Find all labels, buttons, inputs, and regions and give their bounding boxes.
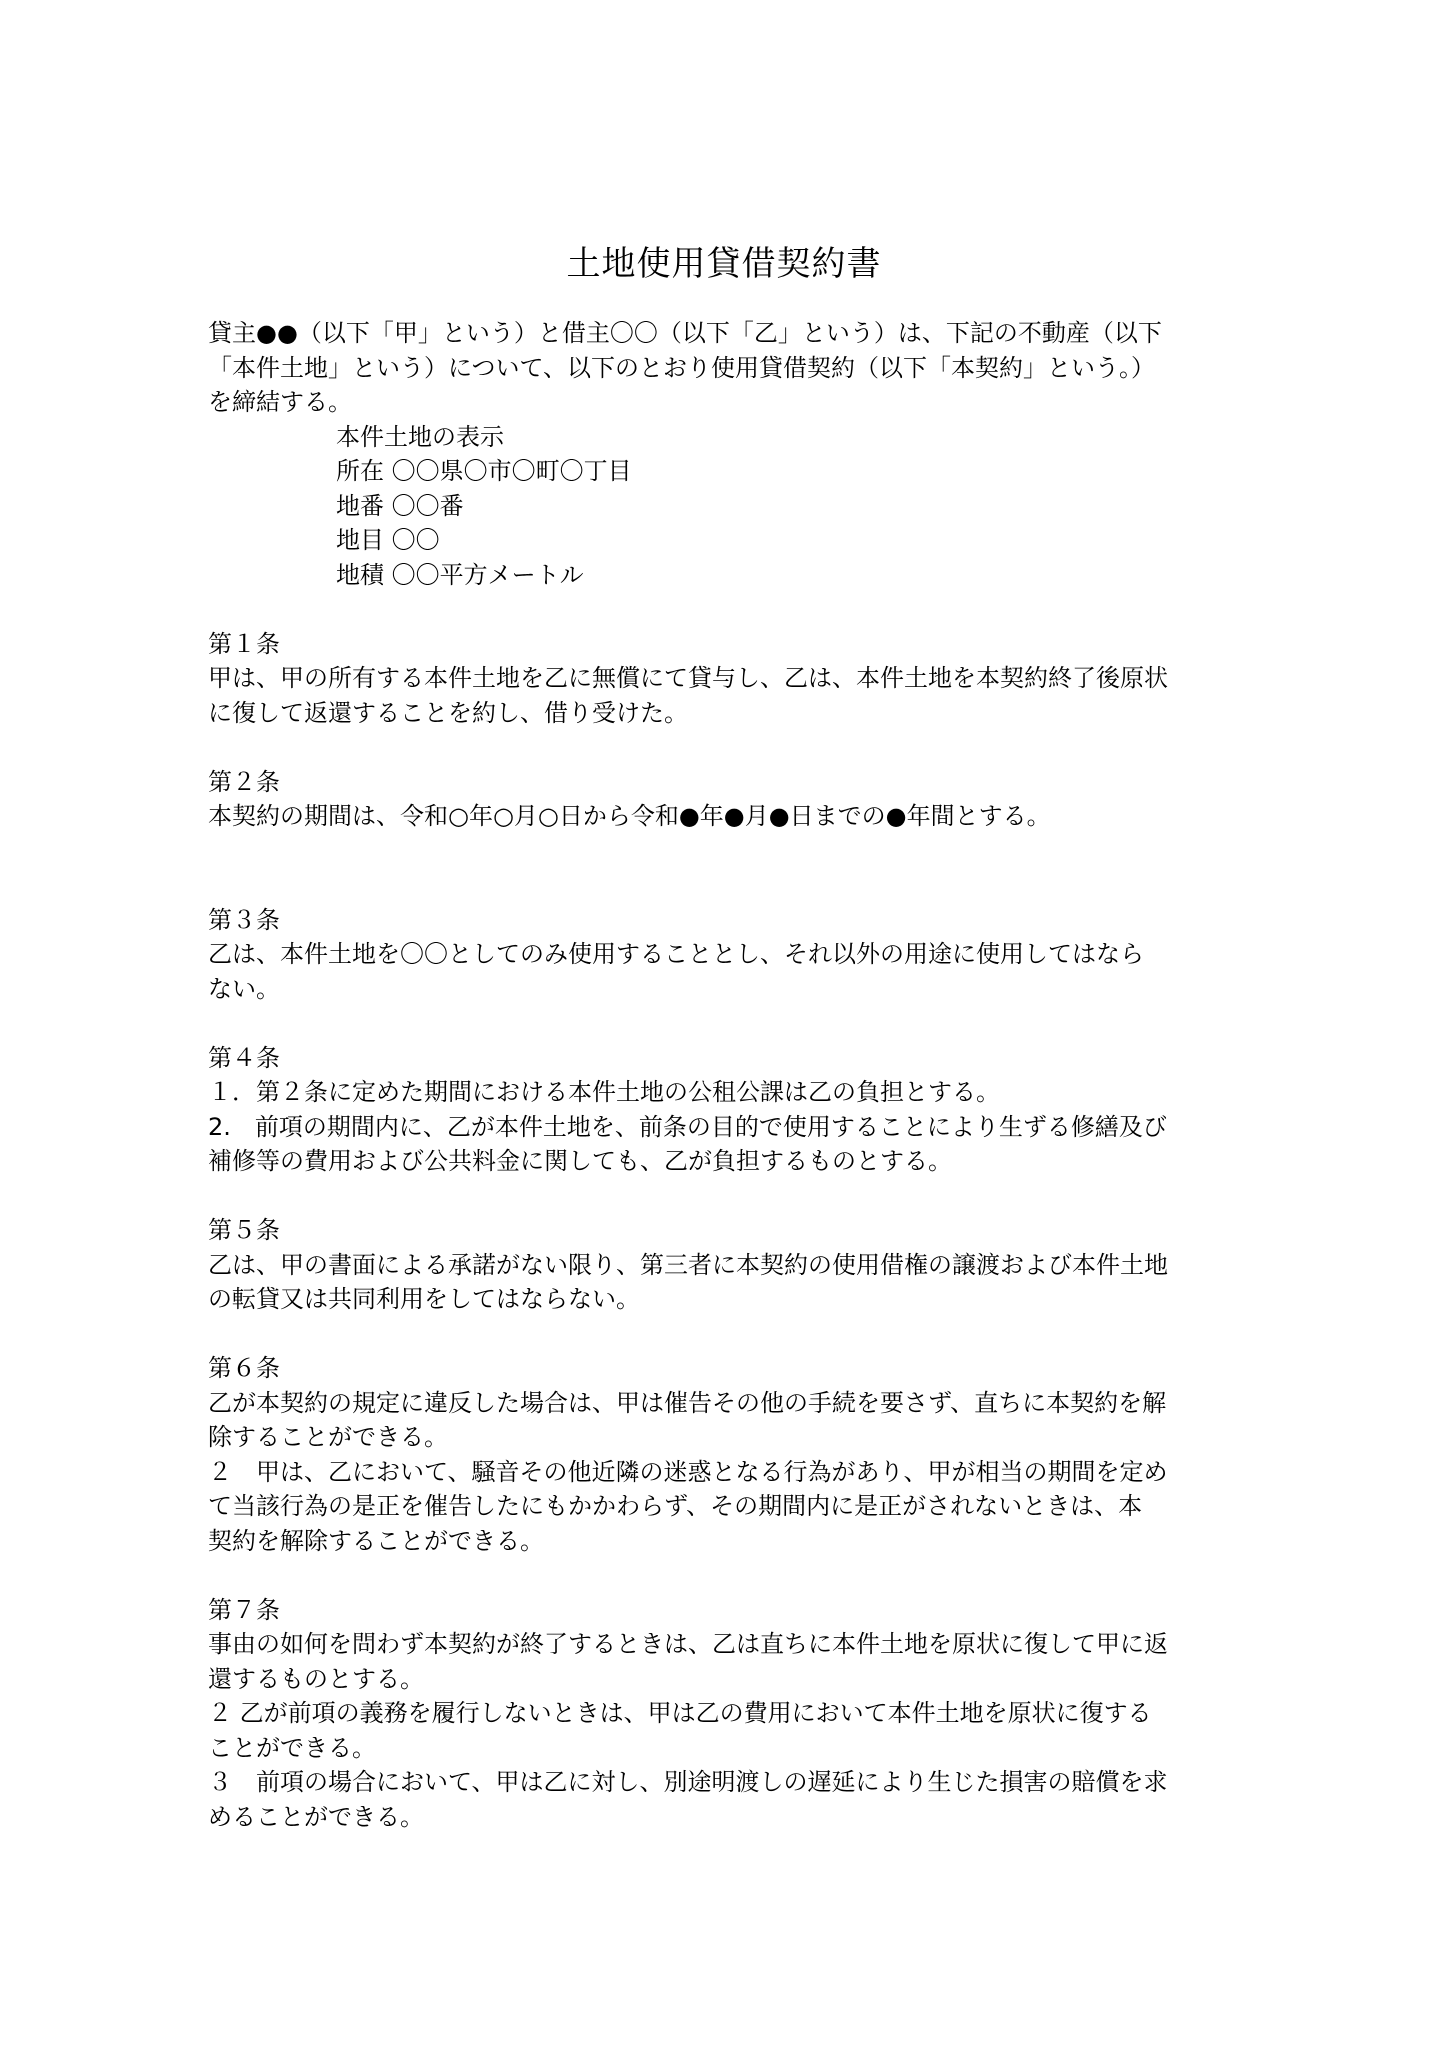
article-7-line: ２ 乙が前項の義務を履行しないときは、甲は乙の費用において本件土地を原状に復する <box>208 1699 1152 1727</box>
property-area: 地積 〇〇平方メートル <box>336 560 584 589</box>
intro-line: 「本件土地」という）について、以下のとおり使用貸借契約（以下「本契約」という。） <box>208 353 1156 382</box>
article-1-line: に復して返還することを約し、借り受けた。 <box>208 698 688 727</box>
document-title: 土地使用貸借契約書 <box>566 244 882 284</box>
article-3-line: 乙は、本件土地を〇〇としてのみ使用することとし、それ以外の用途に使用してはなら <box>208 940 1144 968</box>
article-2-line: 本契約の期間は、令和○年○月○日から令和●年●月●日までの●年間とする。 <box>208 802 1051 830</box>
article-3-line: ない。 <box>208 974 280 1003</box>
intro-line: 貸主●●（以下「甲」という）と借主〇〇（以下「乙」という）は、下記の不動産（以下 <box>208 319 1162 347</box>
article-5-line: の転貸又は共同利用をしてはならない。 <box>208 1285 640 1313</box>
document-body <box>208 316 1248 1834</box>
article-4-line: 補修等の費用および公共料金に関しても、乙が負担するものとする。 <box>208 1147 952 1175</box>
intro-line: を締結する。 <box>208 388 352 416</box>
article-7-line: ３ 前項の場合において、甲は乙に対し、別途明渡しの遅延により生じた損害の賠償を求 <box>208 1768 1168 1796</box>
article-7-line: めることができる。 <box>208 1802 424 1831</box>
article-7-line: 還するものとする。 <box>208 1664 424 1693</box>
article-5-heading: 第５条 <box>208 1216 280 1244</box>
article-4-line: １．第２条に定めた期間における本件土地の公租公課は乙の負担とする。 <box>208 1078 1000 1106</box>
article-6-line: 乙が本契約の規定に違反した場合は、甲は催告その他の手続を要さず、直ちに本契約を解 <box>208 1388 1167 1417</box>
article-4-heading: 第４条 <box>208 1043 280 1072</box>
property-heading: 本件土地の表示 <box>336 422 504 451</box>
article-6-line: 契約を解除することができる。 <box>208 1526 544 1555</box>
property-lot-number: 地番 〇〇番 <box>336 491 464 520</box>
article-3-heading: 第３条 <box>208 905 280 934</box>
article-6-line: ２ 甲は、乙において、騒音その他近隣の迷惑となる行為があり、甲が相当の期間を定め <box>208 1457 1168 1486</box>
article-6-line: て当該行為の是正を催告したにもかかわらず、その期間内に是正がされないときは、本 <box>208 1492 1143 1520</box>
article-5-line: 乙は、甲の書面による承諾がない限り、第三者に本契約の使用借権の譲渡および本件土地 <box>208 1250 1168 1279</box>
property-land-category: 地目 〇〇 <box>336 526 440 554</box>
property-location: 所在 〇〇県〇市〇町〇丁目 <box>336 457 632 485</box>
article-7-line: 事由の如何を問わず本契約が終了するときは、乙は直ちに本件土地を原状に復して甲に返 <box>208 1630 1168 1658</box>
article-6-heading: 第６条 <box>208 1354 280 1382</box>
article-7-heading: 第７条 <box>208 1595 280 1624</box>
article-7-line: ことができる。 <box>208 1733 376 1762</box>
article-1-heading: 第１条 <box>208 629 280 658</box>
article-4-line: 2. 前項の期間内に、乙が本件土地を、前条の目的で使用することにより生ずる修繕及び <box>208 1112 1167 1141</box>
article-1-line: 甲は、甲の所有する本件土地を乙に無償にて貸与し、乙は、本件土地を本契約終了後原状 <box>208 664 1168 692</box>
article-2-heading: 第２条 <box>208 767 280 796</box>
article-6-line: 除することができる。 <box>208 1423 448 1451</box>
